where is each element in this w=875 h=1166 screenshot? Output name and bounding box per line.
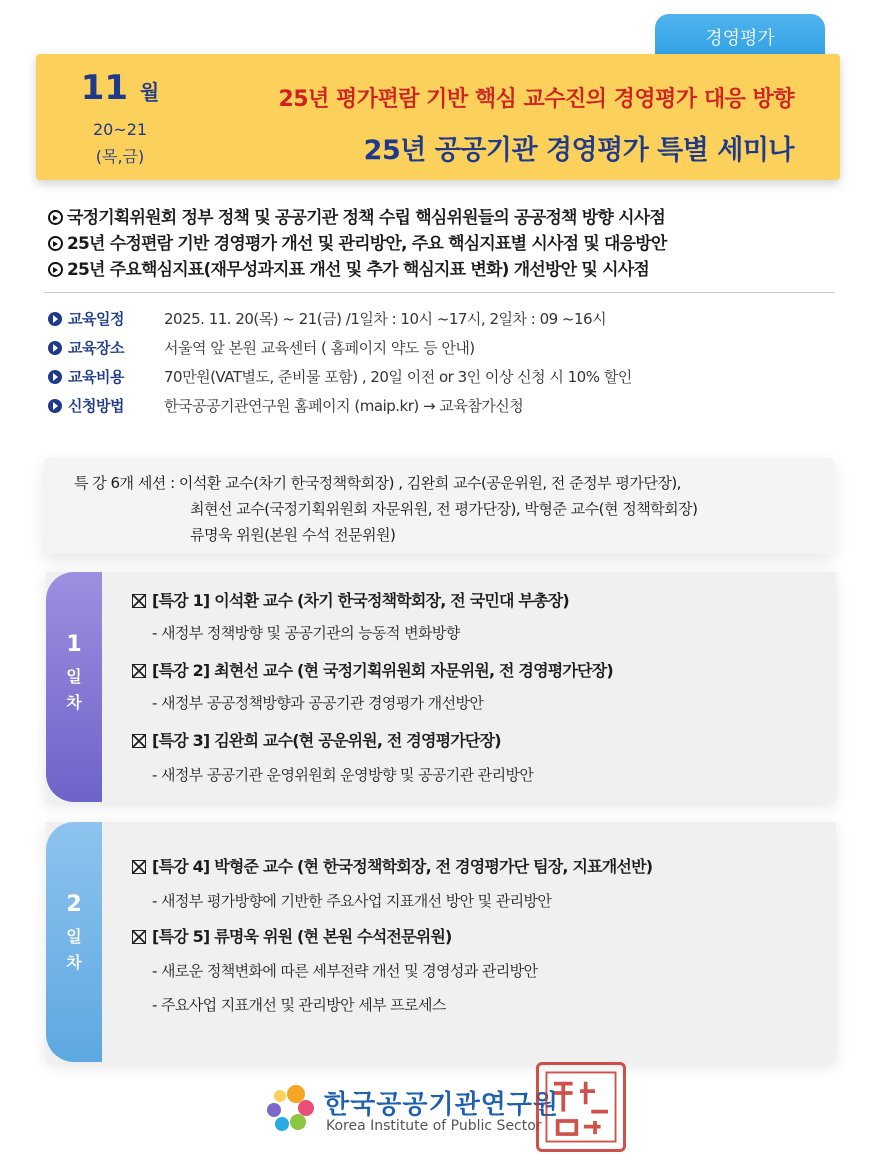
lecture-4-desc: - 새정부 평가방향에 기반한 주요사업 지표개선 방안 및 관리방안 (152, 892, 552, 910)
info-row-cost (48, 366, 632, 395)
month (36, 68, 204, 108)
info-value: 2025. 11. 20(목) ~ 21(금) /1일차 : 10시 ~17시, 2일차 : 09 ~16시 (164, 310, 607, 328)
day-char: 일 (66, 667, 82, 686)
highlight-text: 국정기획위원회 정부 정책 및 공공기관 정책 수립 핵심위원들의 공공정책 방향 시사점 (67, 208, 665, 228)
weekdays: (목,금) (95, 147, 145, 166)
divider (44, 292, 834, 293)
seminar-subtitle: 25년 평가편람 기반 핵심 교수진의 경영평가 대응 방향 (278, 87, 794, 112)
day-char: 일 (66, 927, 82, 946)
seminar-title: 25년 공공기관 경영평가 특별 세미나 (363, 135, 794, 166)
lecture-3-desc: - 새정부 공공기관 운영위원회 운영방향 및 공공기관 관리방안 (152, 766, 534, 784)
flower-logo-icon (262, 1082, 318, 1138)
month-number: 11 (80, 68, 129, 108)
day-2-block (46, 822, 836, 1062)
lecture-title-text: [특강 3] 김완희 교수(현 공운위원, 전 경영평가단장) (152, 731, 501, 750)
header-banner (36, 54, 840, 180)
info-label: 신청방법 (68, 397, 124, 415)
lecture-2-title (132, 658, 613, 681)
institute-name-korean: 한국공공기관연구원 (324, 1090, 560, 1120)
lecture-title-text: [특강 4] 박형준 교수 (현 한국정책학회장, 전 경영평가단 팀장, 지표개선반) (152, 857, 653, 876)
checkbox-x-icon (132, 734, 146, 748)
lecture-5-desc: - 새로운 정책변화에 따른 세부전략 개선 및 경영성과 관리방안 (152, 962, 538, 980)
category-tab: 경영평가 (655, 14, 825, 62)
institute-logo (262, 1080, 560, 1140)
lecture-2-desc: - 새정부 공공정책방향과 공공기관 경영평가 개선방안 (152, 694, 484, 712)
month-unit: 월 (139, 80, 160, 104)
highlight-item (48, 255, 848, 281)
bullet-arrow-icon (48, 370, 62, 384)
info-label: 교육일정 (68, 310, 124, 328)
checkbox-x-icon (132, 860, 146, 874)
lecture-1-desc: - 새정부 정책방향 및 공공기관의 능동적 변화방향 (152, 624, 460, 642)
lecture-title-text: [특강 1] 이석환 교수 (차기 한국정책학회장, 전 국민대 부총장) (152, 591, 569, 610)
day-2-tab (46, 822, 102, 1062)
circle-arrow-icon (48, 210, 63, 225)
official-seal-icon (536, 1062, 626, 1152)
highlight-text: 25년 수정편람 기반 경영평가 개선 및 관리방안, 주요 핵심지표별 시사점 및 대응방안 (67, 234, 667, 254)
bullet-arrow-icon (48, 341, 62, 355)
info-list (48, 308, 632, 424)
circle-arrow-icon (48, 236, 63, 251)
sessions-line-3: 류명욱 위원(본원 수석 전문위원) (190, 526, 396, 544)
lecture-4-title (132, 854, 652, 877)
day-1-tab (46, 572, 102, 802)
lecture-5-title (132, 924, 452, 947)
day-char: 차 (66, 693, 82, 712)
checkbox-x-icon (132, 930, 146, 944)
info-row-apply (48, 395, 632, 424)
lecture-5-desc: - 주요사업 지표개선 및 관리방안 세부 프로세스 (152, 996, 446, 1014)
highlight-text: 25년 주요핵심지표(재무성과지표 개선 및 추가 핵심지표 변화) 개선방안 및 시사점 (67, 260, 649, 280)
bullet-arrow-icon (48, 399, 62, 413)
highlight-item (48, 203, 848, 229)
date-block (36, 54, 204, 180)
info-label: 교육장소 (68, 339, 124, 357)
highlights-list (48, 203, 848, 281)
circle-arrow-icon (48, 262, 63, 277)
sessions-summary (44, 458, 834, 554)
checkbox-x-icon (132, 664, 146, 678)
sessions-line-1: 특 강 6개 세션 : 이석환 교수(차기 한국정책학회장) , 김완희 교수(공운위원, 전 준정부 평가단장), (74, 474, 681, 492)
date-range: 20~21 (92, 120, 148, 139)
info-label: 교육비용 (68, 368, 124, 386)
info-value: 서울역 앞 본원 교육센터 ( 홈페이지 약도 등 안내) (164, 339, 475, 357)
info-value: 70만원(VAT별도, 준비물 포함) , 20일 이전 or 3인 이상 신청 시 10% 할인 (164, 368, 632, 386)
day-number: 1 (66, 632, 82, 657)
lecture-title-text: [특강 2] 최현선 교수 (현 국정기획위원회 자문위원, 전 경영평가단장) (152, 661, 613, 680)
lecture-title-text: [특강 5] 류명욱 위원 (현 본원 수석전문위원) (152, 927, 452, 946)
lecture-3-title (132, 728, 501, 751)
info-row-schedule (48, 308, 632, 337)
sessions-line-2: 최현선 교수(국정기획위원회 자문위원, 전 평가단장), 박형준 교수(현 정책학회장) (190, 500, 698, 518)
lecture-1-title (132, 588, 569, 611)
day-char: 차 (66, 953, 82, 972)
info-value: 한국공공기관연구원 홈페이지 (maip.kr) → 교육참가신청 (164, 397, 524, 415)
checkbox-x-icon (132, 594, 146, 608)
day-1-block (46, 572, 836, 802)
day-number: 2 (66, 892, 82, 917)
info-row-location (48, 337, 632, 366)
bullet-arrow-icon (48, 312, 62, 326)
institute-name-english: Korea Institute of Public Sector (326, 1118, 542, 1134)
highlight-item (48, 229, 848, 255)
